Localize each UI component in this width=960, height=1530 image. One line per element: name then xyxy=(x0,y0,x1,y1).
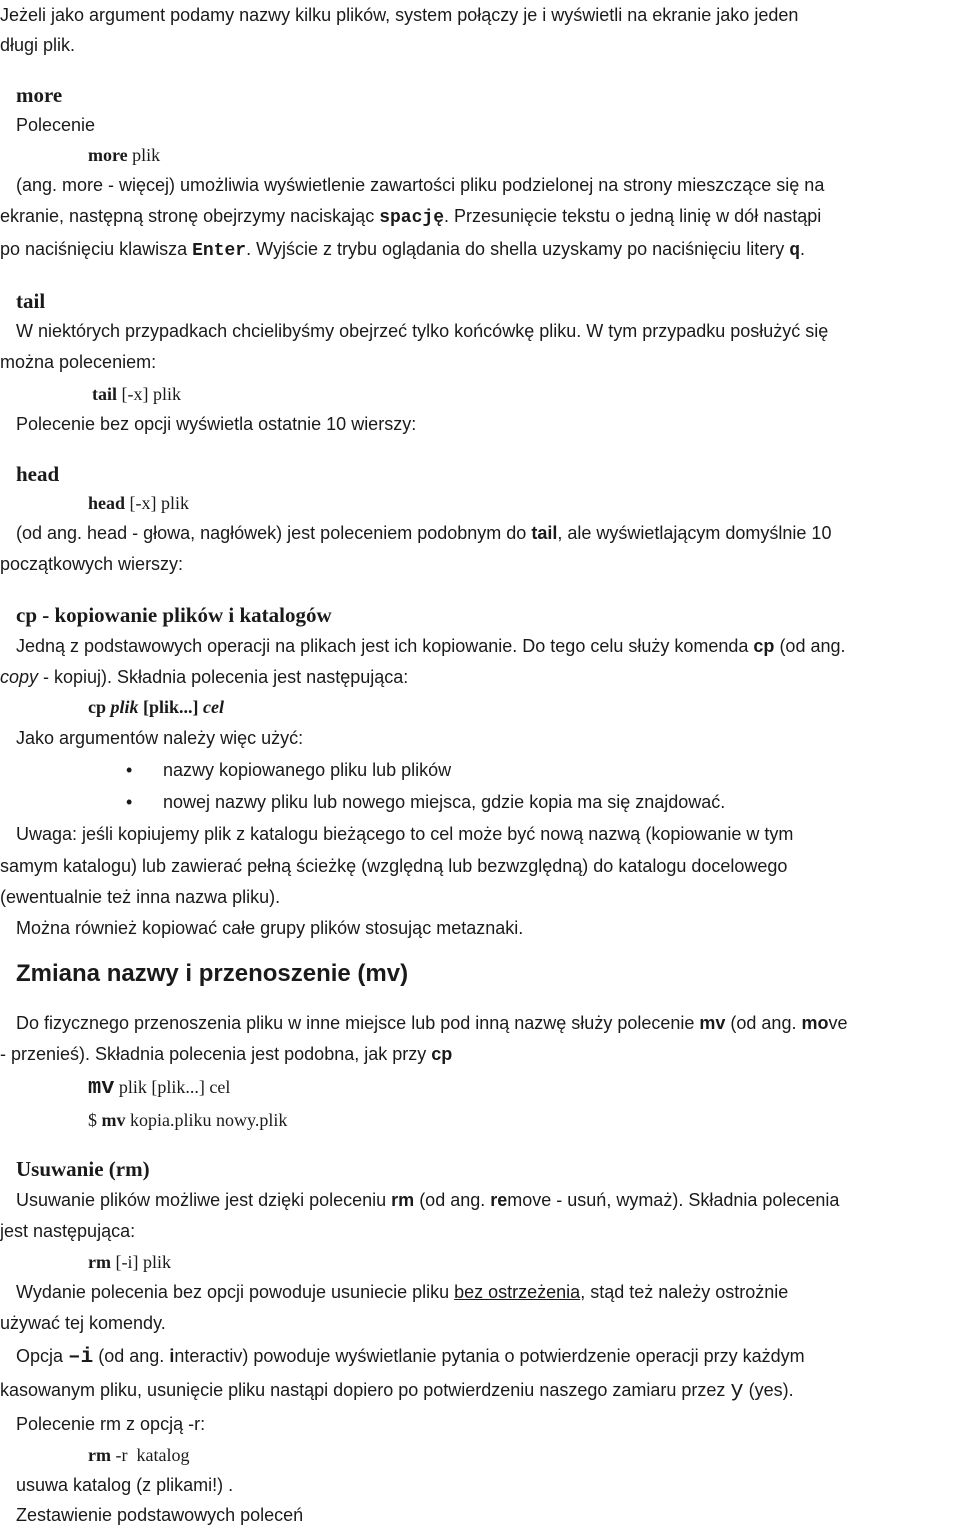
rm-syntax-arg: [-i] plik xyxy=(110,1252,171,1272)
key-enter: Enter xyxy=(192,241,247,261)
mv-example-prompt: $ xyxy=(88,1110,102,1130)
rm-syntax xyxy=(88,1247,960,1277)
tail-syntax xyxy=(92,379,960,409)
head-syntax-arg: [-x] plik xyxy=(125,493,189,513)
rm-paragraph-line-2: jest następująca: xyxy=(0,1221,136,1241)
more-heading: more xyxy=(16,83,63,107)
rm-o1-b: (od ang. xyxy=(93,1346,170,1366)
cp-p2-b: - kopiuj). Składnia polecenia jest następująca: xyxy=(38,667,409,687)
rm-p1-c: (od ang. xyxy=(414,1190,491,1210)
more-paragraph-line-3 xyxy=(0,234,960,266)
rm-warning-line-2: używać tej komendy. xyxy=(0,1313,166,1333)
cp-syntax-cmd: cp xyxy=(88,697,111,717)
mv-p1-e: ve xyxy=(828,1013,848,1033)
rm-p1-e: m xyxy=(507,1190,523,1210)
rm-syntax-cmd: rm xyxy=(88,1252,111,1272)
cp-paragraph-line-2 xyxy=(0,662,960,692)
rm-o1-c: i xyxy=(169,1346,175,1366)
cp-args-intro: Jako argumentów należy więc użyć: xyxy=(16,728,304,748)
summary-heading: Zestawienie podstawowych poleceń xyxy=(16,1505,304,1525)
tail-paragraph-line-1: W niektórych przypadkach chcielibyśmy obejrzeć tylko końcówkę pliku. W tym przypadku posłużyć się xyxy=(16,321,829,341)
rm-r-syntax xyxy=(88,1440,960,1470)
mv-p2-a: - przenieś). Składnia polecenia jest podobna, jak przy xyxy=(0,1044,432,1064)
rm-o2-y: y xyxy=(730,1378,744,1403)
mv-p1-b: mv xyxy=(699,1013,726,1033)
rm-r-arg: -r katalog xyxy=(110,1445,190,1465)
rm-r-cmd: rm xyxy=(88,1445,111,1465)
cp-syntax-a: plik xyxy=(110,697,139,717)
cp-note-line-1: Uwaga: jeśli kopiujemy plik z katalogu bieżącego to cel może być nową nazwą (kopiowanie w tym xyxy=(16,824,794,844)
more-p3-b: . Wyjście z trybu oglądania do shella uzyskamy po naciśnięciu litery xyxy=(246,239,790,259)
head-syntax xyxy=(88,488,960,518)
bullet-icon: • xyxy=(126,760,133,780)
rm-w1-underline: bez ostrzeżenia xyxy=(454,1282,581,1302)
rm-option-flag: –i xyxy=(68,1346,94,1369)
cp-note-line-2: samym katalogu) lub zawierać pełną ścieżkę (względną lub bezwzględną) do katalogu docelowego xyxy=(0,856,788,876)
rm-paragraph-line-1 xyxy=(16,1185,960,1215)
rm-o1-d: nteractiv) powoduje wyświetlanie pytania o potwierdzenie operacji przy każdym xyxy=(174,1346,805,1366)
head-p1-a: (od ang. head - głowa, nagłówek) jest poleceniem podobnym do xyxy=(16,523,532,543)
cp-p1-c: (od ang. xyxy=(774,636,846,656)
rm-warning-line-1 xyxy=(16,1277,960,1307)
rm-p1-d: re xyxy=(490,1190,508,1210)
cp-heading: cp - kopiowanie plików i katalogów xyxy=(16,603,332,627)
rm-p1-a: Usuwanie plików możliwe jest dzięki poleceniu xyxy=(16,1190,392,1210)
rm-w1-a: Wydanie polecenia bez opcji powoduje usuniecie pliku xyxy=(16,1282,455,1302)
head-p1-b: tail xyxy=(531,523,558,543)
mv-p2-b: cp xyxy=(431,1044,453,1064)
list-item-text: nazwy kopiowanego pliku lub plików xyxy=(163,760,452,780)
intro-line-1: Jeżeli jako argument podamy nazwy kilku plików, system połączy je i wyświetli na ekranie jako jeden xyxy=(0,5,799,25)
rm-p1-f: ove - usuń, wymaż). Składnia polecenia xyxy=(522,1190,840,1210)
bullet-icon: • xyxy=(126,792,133,812)
mv-heading: Zmiana nazwy i przenoszenie (mv) xyxy=(16,960,409,987)
key-q: q xyxy=(789,241,801,261)
mv-syntax xyxy=(88,1072,960,1103)
rm-r-note: usuwa katalog (z plikami!) . xyxy=(16,1475,234,1495)
list-item-text: nowej nazwy pliku lub nowego miejsca, gdzie kopia ma się znajdować. xyxy=(163,792,726,812)
head-paragraph-line-1 xyxy=(16,518,960,548)
cp-syntax-b: [plik...] xyxy=(138,697,204,717)
more-label: Polecenie xyxy=(16,115,96,135)
tail-syntax-arg: [-x] plik xyxy=(117,384,181,404)
head-syntax-cmd: head xyxy=(88,493,126,513)
rm-p1-b: rm xyxy=(391,1190,415,1210)
more-syntax xyxy=(88,140,960,170)
mv-p1-c: (od ang. xyxy=(725,1013,802,1033)
rm-o1-a: Opcja xyxy=(16,1346,69,1366)
mv-p1-d: mo xyxy=(801,1013,829,1033)
key-space: spację xyxy=(379,208,445,228)
mv-syntax-cmd: mv xyxy=(88,1075,115,1100)
mv-paragraph-line-1 xyxy=(16,1008,960,1038)
rm-option-line-1 xyxy=(16,1341,960,1373)
intro-line-2: długi plik. xyxy=(0,35,76,55)
more-p2-b: . Przesunięcie tekstu o jedną linię w dół nastąpi xyxy=(444,206,822,226)
cp-p1-a: Jedną z podstawowych operacji na plikach jest ich kopiowanie. Do tego celu służy komenda xyxy=(16,636,754,656)
head-heading: head xyxy=(16,462,60,486)
cp-note-line-4: Można również kopiować całe grupy plików stosując metaznaki. xyxy=(16,918,524,938)
cp-syntax xyxy=(88,692,960,722)
more-paragraph-line-1: (ang. more - więcej) umożliwia wyświetlenie zawartości pliku podzielonej na strony mieszczące się na xyxy=(16,175,825,195)
mv-syntax-arg: plik [plik...] cel xyxy=(114,1077,231,1097)
cp-note-line-3: (ewentualnie też inna nazwa pliku). xyxy=(0,887,281,907)
mv-example-arg: kopia.pliku nowy.plik xyxy=(125,1110,288,1130)
cp-syntax-c: cel xyxy=(203,697,225,717)
more-syntax-cmd: more xyxy=(88,145,128,165)
rm-option-line-2 xyxy=(0,1375,960,1406)
mv-example-cmd: mv xyxy=(101,1110,126,1130)
more-syntax-arg: plik xyxy=(127,145,161,165)
rm-w1-b: , stąd też należy ostrożnie xyxy=(580,1282,789,1302)
rm-o2-a: kasowanym pliku, usunięcie pliku nastąpi dopiero po potwierdzeniu naszego zamiaru przez xyxy=(0,1380,731,1400)
rm-r-intro: Polecenie rm z opcją -r: xyxy=(16,1414,206,1434)
tail-paragraph-line-3: Polecenie bez opcji wyświetla ostatnie 10 wierszy: xyxy=(16,414,417,434)
cp-paragraph-line-1 xyxy=(16,631,960,661)
more-p3-a: po naciśnięciu klawisza xyxy=(0,239,193,259)
rm-o2-b: (yes). xyxy=(743,1380,794,1400)
tail-paragraph-line-2: można poleceniem: xyxy=(0,352,157,372)
rm-heading: Usuwanie (rm) xyxy=(16,1157,150,1181)
more-paragraph-line-2 xyxy=(0,201,960,233)
mv-example xyxy=(88,1105,960,1135)
head-p1-c: , ale wyświetlającym domyślnie 10 xyxy=(557,523,832,543)
cp-p1-b: cp xyxy=(753,636,775,656)
mv-paragraph-line-2 xyxy=(0,1039,960,1069)
tail-heading: tail xyxy=(16,289,46,313)
more-p3-c: . xyxy=(800,239,806,259)
head-paragraph-line-2: początkowych wierszy: xyxy=(0,554,184,574)
mv-p1-a: Do fizycznego przenoszenia pliku w inne miejsce lub pod inną nazwę służy polecenie xyxy=(16,1013,700,1033)
cp-p2-a: copy xyxy=(0,667,39,687)
tail-syntax-cmd: tail xyxy=(92,384,117,404)
more-p2-a: ekranie, następną stronę obejrzymy naciskając xyxy=(0,206,380,226)
